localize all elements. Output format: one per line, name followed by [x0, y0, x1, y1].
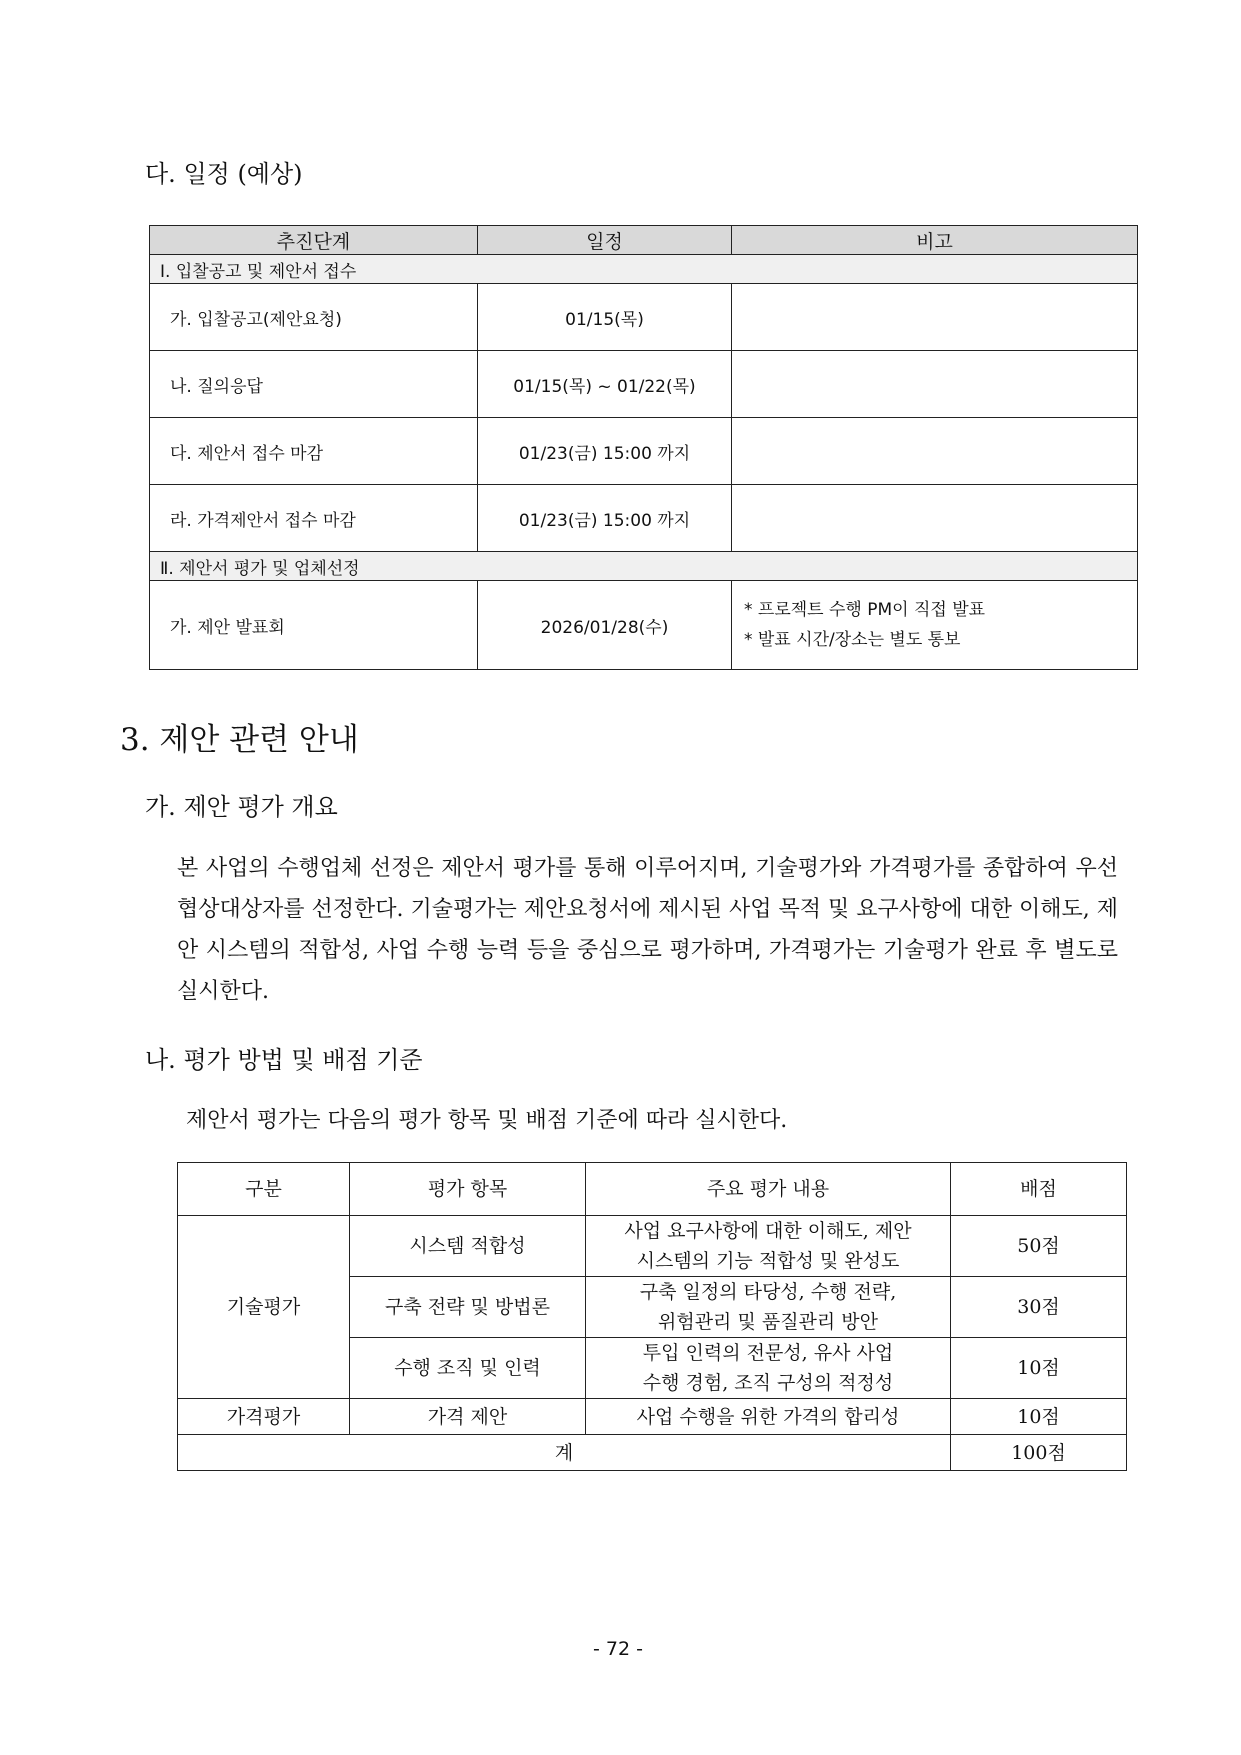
- score: 30점: [951, 1277, 1127, 1338]
- total-label: 계: [178, 1435, 951, 1471]
- score: 10점: [951, 1338, 1127, 1399]
- notes: [732, 581, 1138, 670]
- date: 01/23(금) 15:00 까지: [478, 485, 732, 552]
- notes: [732, 418, 1138, 485]
- date: 2026/01/28(수): [478, 581, 732, 670]
- table-row: [150, 351, 1138, 418]
- table-row: [150, 418, 1138, 485]
- note: * 발표 시간/장소는 별도 통보: [744, 630, 961, 650]
- stage: 가. 입찰공고(제안요청): [150, 284, 478, 351]
- intro-text: 제안서 평가는 다음의 평가 항목 및 배점 기준에 따라 실시한다.: [186, 1108, 788, 1133]
- overview-paragraph: 본 사업의 수행업체 선정은 제안서 평가를 통해 이루어지며, 기술평가와 가격평가를 종합하여 우선협상대상자를 선정한다. 기술평가는 제안요청서에 제시된 사업 목적 및 요구사항에 대한 이해도, 제안 시스템의 적합성, 사업 수행 능력 등을 중심으로 평가하며, 가격평가는 기술평가 완료 후 별도로 실시한다.: [177, 856, 1118, 1004]
- col-header: 비고: [732, 226, 1138, 255]
- content: 사업 수행을 위한 가격의 합리성: [586, 1399, 951, 1435]
- item: 시스템 적합성: [350, 1216, 586, 1277]
- stage: 나. 질의응답: [150, 351, 478, 418]
- page-number: - 72 -: [593, 1638, 643, 1660]
- item: 수행 조직 및 인력: [350, 1338, 586, 1399]
- total-row: [178, 1435, 1127, 1471]
- section-title: Ⅰ. 입찰공고 및 제안서 접수: [150, 255, 1138, 284]
- eval-header-row: [178, 1163, 1127, 1216]
- subsection-title: 가. 제안 평가 개요: [145, 793, 338, 821]
- table-row: [150, 485, 1138, 552]
- col-header: 주요 평가 내용: [586, 1163, 951, 1216]
- content-line: 수행 경험, 조직 구성의 적정성: [642, 1372, 894, 1394]
- section-row: [150, 255, 1138, 284]
- content: [586, 1338, 951, 1399]
- content: [586, 1277, 951, 1338]
- schedule-header-row: [150, 226, 1138, 255]
- item: 가격 제안: [350, 1399, 586, 1435]
- section-title: 3. 제안 관련 안내: [120, 722, 359, 758]
- date: 01/15(목) ~ 01/22(목): [478, 351, 732, 418]
- category: 기술평가: [178, 1216, 350, 1399]
- note: * 프로젝트 수행 PM이 직접 발표: [744, 600, 986, 620]
- stage: 가. 제안 발표회: [150, 581, 478, 670]
- notes: [732, 351, 1138, 418]
- col-header: 구분: [178, 1163, 350, 1216]
- table-row: [150, 284, 1138, 351]
- content: [586, 1216, 951, 1277]
- score: 50점: [951, 1216, 1127, 1277]
- content-line: 사업 요구사항에 대한 이해도, 제안: [624, 1220, 912, 1242]
- content-line: 시스템의 기능 적합성 및 완성도: [636, 1250, 900, 1272]
- col-header: 배점: [951, 1163, 1127, 1216]
- subsection-title: 나. 평가 방법 및 배점 기준: [145, 1046, 423, 1074]
- stage: 라. 가격제안서 접수 마감: [150, 485, 478, 552]
- notes: [732, 485, 1138, 552]
- content-line: 투입 인력의 전문성, 유사 사업: [642, 1342, 894, 1364]
- schedule-heading: 다. 일정 (예상): [145, 160, 303, 188]
- stage: 다. 제안서 접수 마감: [150, 418, 478, 485]
- col-header: 평가 항목: [350, 1163, 586, 1216]
- section-title: Ⅱ. 제안서 평가 및 업체선정: [150, 552, 1138, 581]
- evaluation-table: [177, 1162, 1127, 1471]
- total-score: 100점: [951, 1435, 1127, 1471]
- date: 01/23(금) 15:00 까지: [478, 418, 732, 485]
- table-row: [178, 1216, 1127, 1277]
- date: 01/15(목): [478, 284, 732, 351]
- score: 10점: [951, 1399, 1127, 1435]
- category: 가격평가: [178, 1399, 350, 1435]
- table-row: [178, 1399, 1127, 1435]
- notes: [732, 284, 1138, 351]
- content-line: 위험관리 및 품질관리 방안: [657, 1311, 878, 1333]
- table-row: [150, 581, 1138, 670]
- col-header: 일정: [478, 226, 732, 255]
- col-header: 추진단계: [150, 226, 478, 255]
- schedule-table: [149, 225, 1138, 670]
- item: 구축 전략 및 방법론: [350, 1277, 586, 1338]
- content-line: 구축 일정의 타당성, 수행 전략,: [639, 1281, 897, 1303]
- section-row: [150, 552, 1138, 581]
